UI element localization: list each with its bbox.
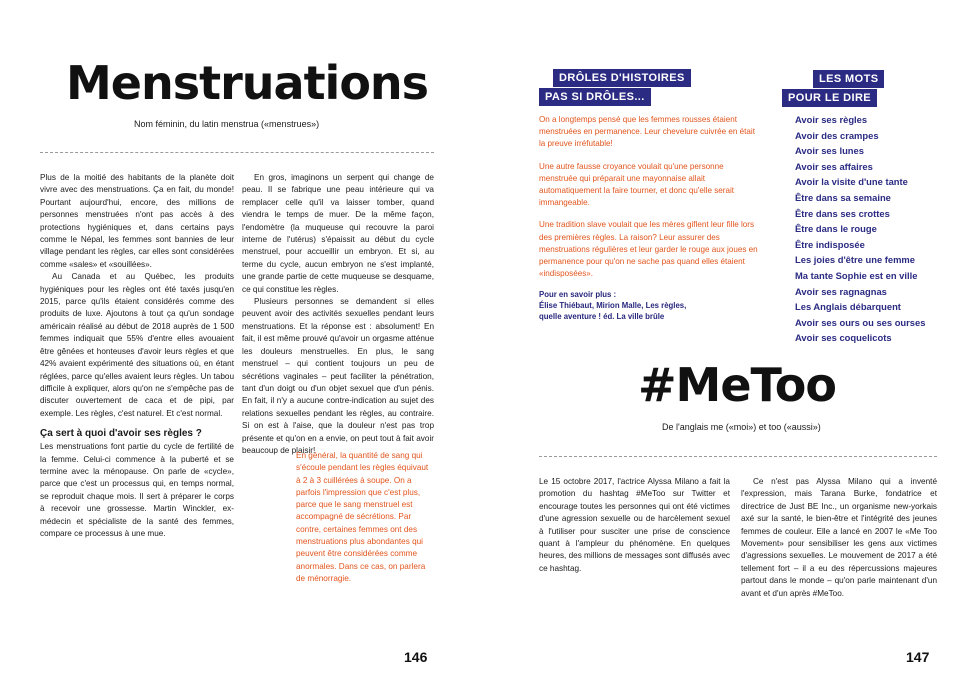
paragraph: Ce n'est pas Alyssa Milano qui a inventé l'expression, mais Tarana Burke, fondatrice et directrice de Just BE Inc., un organisme new-yorkais axé sur la santé, le bien-être et l'intégrité des jeunes femmes de couleur. Elle a lancé en 2007 le «Me Too Movement» pour sensibiliser les gens aux victimes d'agressions sexuelles. Le mouvement de 2017 a été tellement fort – il a eu des répercussions majeures partout dans le monde – qu'on parle maintenant d'un avant et d'un après #MeToo. (741, 477, 937, 598)
paragraph: Les menstruations font partie du cycle de fertilité de la femme. Celui-ci commence à la puberté et se termine avec la ménopause. On parle de «cycle», parce que c'est un processus qui, en temps normal, se reproduit chaque mois. Il sert à préparer le corps à recevoir une grossesse. Martin Winckler, ex-médecin et spécialiste de la santé des femmes, compare ce processus à une mue. (40, 442, 234, 538)
list-item: Être indisposée (795, 238, 865, 250)
list-item: Avoir ses ragnagnas (795, 285, 887, 297)
list-item: Avoir ses ours ou ses ourses (795, 316, 926, 328)
further-reading-line: Élise Thiébaut, Mirion Malle, Les règles, (539, 301, 687, 310)
left-column-1 (40, 172, 234, 540)
list-item: Avoir la visite d'une tante (795, 176, 908, 188)
dashed-rule (40, 152, 434, 153)
paragraph: Au Canada et au Québec, les produits hygiéniques pour les règles ont été taxés jusqu'en 2015, parce qu'ils étaient considérés comme des produits de luxe. Ajoutons à tout ça qu'un sondage américain réalisé au début de 2018 auprès de 1 500 femmes indiquait que 55% d'entre elles avouaient être gênées et honteuses d'avoir leurs règles et que 42% avaient expérimenté des situations où, en étant réglées, parce qu'elles avaient leurs règles. Un tabou difficile à expliquer, alors qu'on ne s'empêche pas de discuter ouvertement de caca et de pipi, par exemple. Les règles, c'est naturel. Et c'est normal. (40, 272, 234, 418)
headword-menstruations: Menstruations (66, 56, 429, 110)
banner-droles-line1: DRÔLES D'HISTOIRES (553, 69, 691, 87)
paragraph: Le 15 octobre 2017, l'actrice Alyssa Milano a fait la promotion du hashtag #MeToo sur Twitter et encourage toutes les personnes qui ont été victimes d'une agression sexuelle ou de harcèlement sexuel à l'utiliser pour susciter une prise de conscience quant à l'ampleur du phénomène. En quelques heures, des millions de messages sont diffusés avec ce hashtag. (539, 477, 730, 573)
paragraph: Plus de la moitié des habitants de la planète doit vivre avec des menstruations. Ça en fait, du monde! Pourtant aujourd'hui, encore, des millions de personnes menstruées n'ont pas accès à des protections hygiéniques et, dans certains pays comme le Népal, les femmes sont bannies de leur village pendant les règles, car elles sont considérées comme «sales» et «souillées». (40, 173, 234, 269)
list-item: Les joies d'être une femme (795, 254, 915, 266)
headword-metoo: #MeToo (638, 358, 836, 412)
expressions-list (795, 112, 925, 346)
list-item: Être dans sa semaine (795, 191, 891, 203)
paragraph: En gros, imaginons un serpent qui change de peau. Il se fabrique une peau intérieure qui va remplacer celle qu'il va laisser tomber, quand viendra le temps de muer. De la même façon, l'endomètre (la muqueuse qui recouvre la paroi interne de l'utérus) s'épaissit au début du cycle menstruel, pour accueillir un embryon. Et si, au terme du cycle, aucun embryon ne s'est implanté, une grande partie de cette muqueuse se desquame, ce qui constitue les règles. (242, 173, 434, 294)
page-number: 147 (906, 649, 930, 665)
metoo-column-2 (741, 476, 937, 600)
list-item: Être dans le rouge (795, 223, 877, 235)
banner-mots-line2: POUR LE DIRE (782, 89, 877, 107)
droles-stories (539, 114, 761, 290)
list-item: Être dans ses crottes (795, 207, 890, 219)
story: On a longtemps pensé que les femmes rousses étaient menstruées en permanence. Leur chevelure cuivrée en était la preuve irréfutable! (539, 115, 755, 149)
dashed-rule (539, 456, 937, 457)
aside-orange: En général, la quantité de sang qui s'écoule pendant les règles équivaut à 2 à 3 cuillérées à soupe. On a parfois l'impression que c'est plus, parce que le sang menstruel est accompagné de sécrétions. Par contre, certaines femmes ont des menstruations plus abondantes qui peuvent être considérées comme anormales. Dans ce cas, on parlera de ménorragie. (296, 451, 429, 583)
right-page (486, 0, 972, 684)
list-item: Avoir ses affaires (795, 160, 873, 172)
story: Une tradition slave voulait que les mères giflent leur fille lors des premières règles. La raison? Leur assurer des menstruations régulières et leur garder le rouge aux joues en permanence pour qu'on ne sache pas quand elles étaient «indisposées». (539, 220, 758, 279)
left-page (0, 0, 480, 684)
page-number: 146 (404, 649, 428, 665)
etymology-metoo: De l'anglais me («moi») et too («aussi») (662, 422, 821, 432)
further-reading-title: Pour en savoir plus : (539, 290, 617, 299)
etymology-menstruations: Nom féminin, du latin menstrua («menstrues») (134, 119, 320, 129)
paragraph: Plusieurs personnes se demandent si elles peuvent avoir des activités sexuelles pendant leurs menstruations. Et la réponse est : absolument! En fait, il est même prouvé qu'avoir un orgasme atténue les douleurs menstruelles. En plus, le sang menstruel – qui contient toujours un peu de sécrétions vaginales – peut faciliter la pénétration, tant d'un doigt ou d'un objet sexuel que d'un pénis. En fait, il n'y a aucune contre-indication au sujet des relations sexuelles pendant les règles, au contraire. Si on est à l'aise, que la douleur n'est pas trop présente et qu'on en a envie, on peut tout à fait avoir beaucoup de plaisir! (242, 297, 434, 455)
list-item: Avoir ses lunes (795, 145, 864, 157)
banner-mots-line1: LES MOTS (813, 70, 884, 88)
list-item: Les Anglais débarquent (795, 301, 901, 313)
list-item: Avoir ses règles (795, 114, 868, 125)
left-column-2 (242, 172, 434, 457)
list-item: Avoir ses coquelicots (795, 332, 892, 344)
further-reading (539, 289, 686, 322)
further-reading-line: quelle aventure ! éd. La ville brûle (539, 312, 665, 321)
metoo-column-1 (539, 476, 730, 575)
story: Une autre fausse croyance voulait qu'une personne menstruée qui préparait une mayonnaise allait automatiquement la faire tourner, et donc qu'elle serait immangeable. (539, 161, 735, 208)
list-item: Ma tante Sophie est en ville (795, 269, 918, 281)
banner-droles-line2: PAS SI DRÔLES... (539, 88, 651, 106)
subheading: Ça sert à quoi d'avoir ses règles ? (40, 428, 202, 440)
list-item: Avoir des crampes (795, 129, 879, 141)
